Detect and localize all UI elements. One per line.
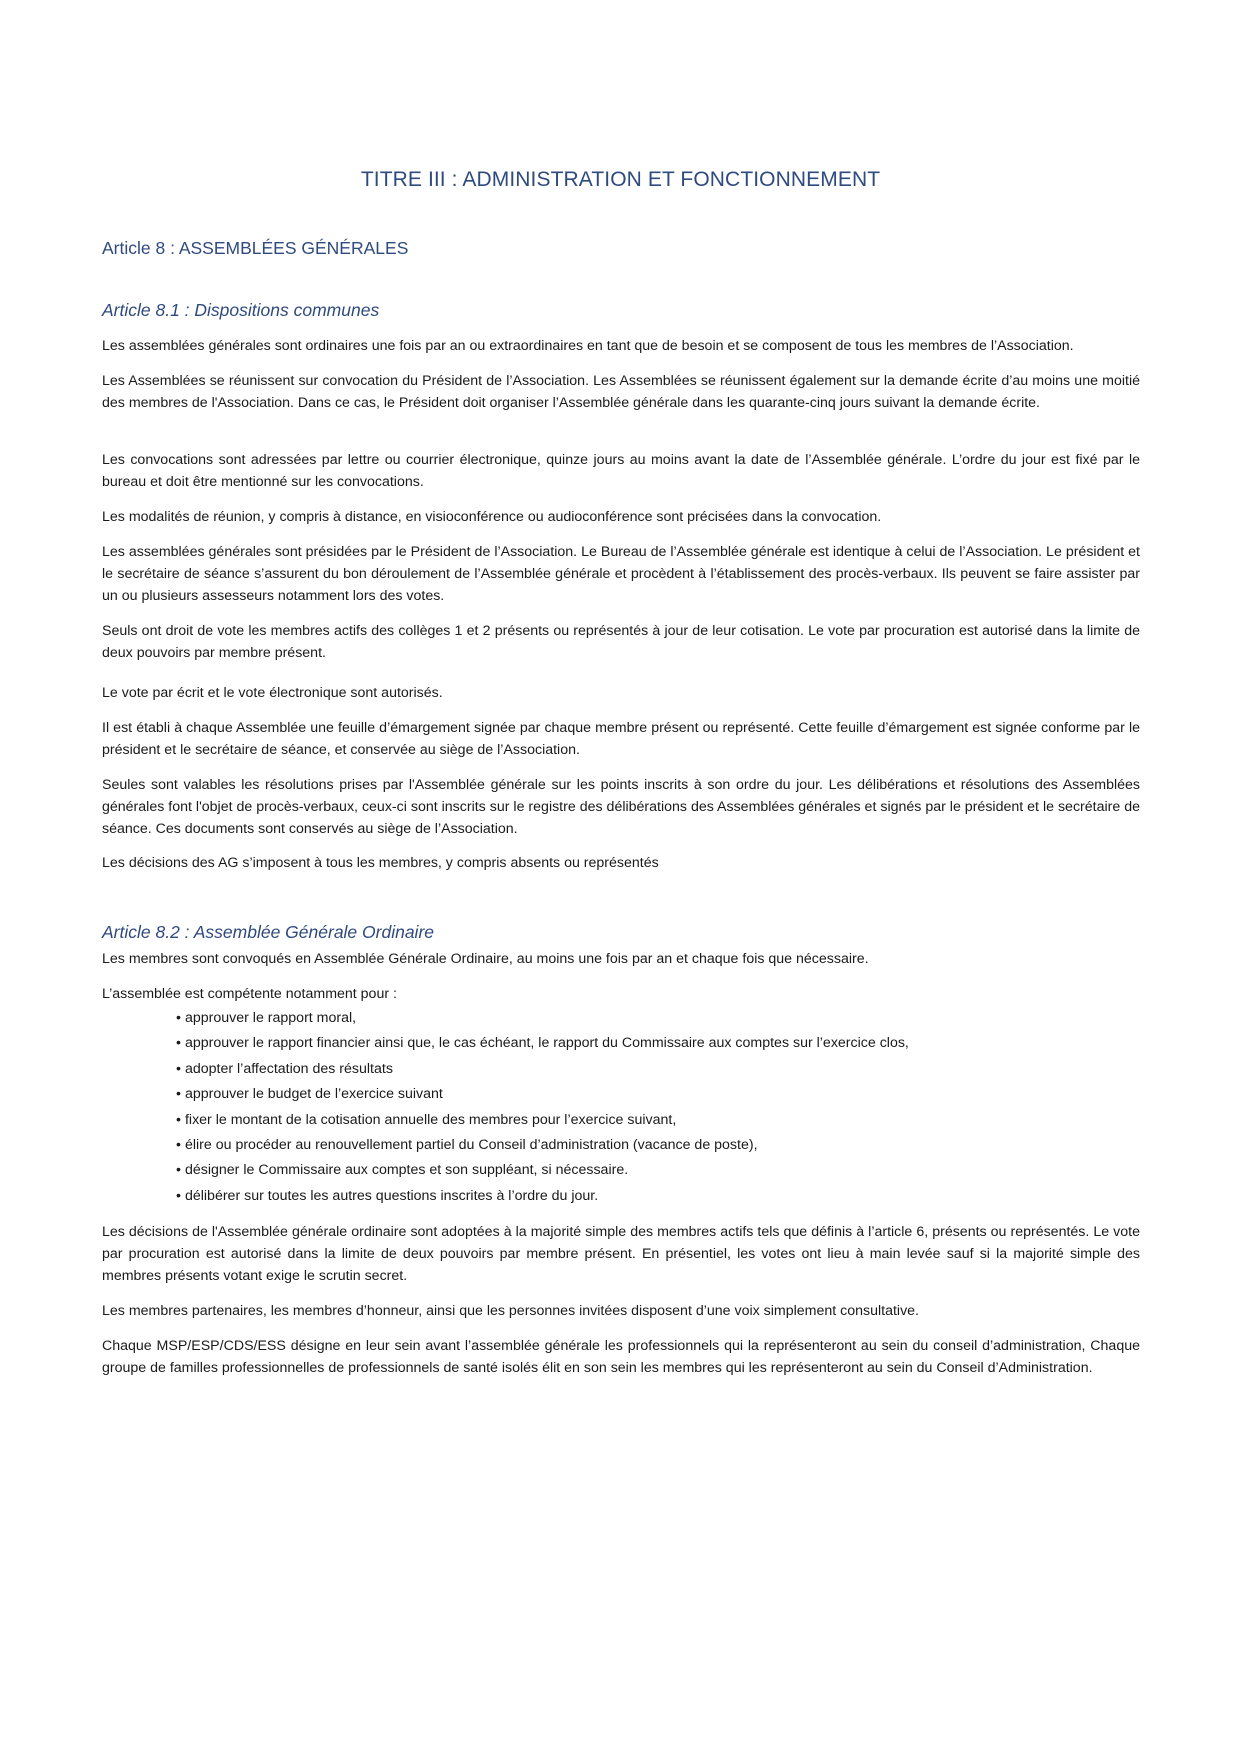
paragraph <box>102 370 1140 414</box>
paragraph <box>102 682 1140 704</box>
paragraph-text: Les décisions des AG s’imposent à tous les membres, y compris absents ou représentés <box>102 855 659 871</box>
paragraph-text: Les convocations sont adressées par lettre ou courrier électronique, quinze jours au moins avant la date de l’Assemblée générale. L’ordre du jour est fixé par le bureau et doit être mentionné sur les convocations. <box>102 452 1140 490</box>
paragraph <box>102 335 1140 357</box>
paragraph <box>102 449 1140 493</box>
paragraph-text: Les membres partenaires, les membres d’honneur, ainsi que les personnes invitées disposent d’une voix simplement consultative. <box>102 1303 919 1319</box>
article-8-heading: Article 8 : ASSEMBLÉES GÉNÉRALES <box>102 238 409 258</box>
paragraph-text: Seules sont valables les résolutions prises par l'Assemblée générale sur les points inscrits à son ordre du jour. Les délibérations et résolutions des Assemblées générales font l'objet de procès-verbaux, ceux-ci sont inscrits sur le registre des délibérations des Assemblées générales et signés par le président et le secrétaire de séance. Ces documents sont conservés au siège de l’Association. <box>102 777 1140 837</box>
paragraph <box>102 717 1140 761</box>
list-item: • approuver le rapport moral, <box>176 1006 1076 1031</box>
paragraph <box>102 852 1140 874</box>
paragraph-text: Les assemblées générales sont présidées par le Président de l’Association. Le Bureau de l’Assemblée générale est identique à celui de l’Association. Le président et le secrétaire de séance s’assurent du bon déroulement de l’Assemblée générale et procèdent à l’établissement des procès-verbaux. Ils peuvent se faire assister par un ou plusieurs assesseurs notamment lors des votes. <box>102 544 1140 604</box>
article-8-2-heading: Article 8.2 : Assemblée Générale Ordinaire <box>102 922 435 942</box>
paragraph-text: L’assemblée est compétente notamment pour : <box>102 986 397 1002</box>
page-title: TITRE III : ADMINISTRATION ET FONCTIONNEMENT <box>360 168 881 191</box>
paragraph <box>102 506 1140 528</box>
paragraph <box>102 983 1140 1005</box>
paragraph-text: Il est établi à chaque Assemblée une feuille d’émargement signée par chaque membre présent ou représenté. Cette feuille d’émargement est signée conforme par le président et le secrétaire de séance, et conservée au siège de l’Association. <box>102 720 1140 758</box>
list-item: • approuver le budget de l’exercice suivant <box>176 1082 1076 1107</box>
list-item: • fixer le montant de la cotisation annuelle des membres pour l’exercice suivant, <box>176 1108 1076 1133</box>
paragraph-text: Les Assemblées se réunissent sur convocation du Président de l’Association. Les Assemblées se réunissent également sur la demande écrite d’au moins une moitié des membres de l'Association. Dans ce cas, le Président doit organiser l’Assemblée générale dans les quarante-cinq jours suivant la demande écrite. <box>102 373 1140 411</box>
paragraph <box>102 948 1140 970</box>
paragraph-text: Les membres sont convoqués en Assemblée Générale Ordinaire, au moins une fois par an et chaque fois que nécessaire. <box>102 951 869 967</box>
paragraph-text: Les modalités de réunion, y compris à distance, en visioconférence ou audioconférence sont précisées dans la convocation. <box>102 509 882 525</box>
competence-list <box>176 1006 1076 1209</box>
article-8-1-heading: Article 8.1 : Dispositions communes <box>102 300 380 320</box>
paragraph-text: Seuls ont droit de vote les membres actifs des collèges 1 et 2 présents ou représentés à jour de leur cotisation. Le vote par procuration est autorisé dans la limite de deux pouvoirs par membre présent. <box>102 623 1140 661</box>
paragraph <box>102 1221 1140 1287</box>
paragraph-text: Les décisions de l'Assemblée générale ordinaire sont adoptées à la majorité simple des membres actifs tels que définis à l’article 6, présents ou représentés. Le vote par procuration est autorisé dans la limite de deux pouvoirs par membre présent. En présentiel, les votes ont lieu à main levée sauf si la majorité simple des membres présents votant exige le scrutin secret. <box>102 1224 1140 1284</box>
paragraph <box>102 620 1140 664</box>
paragraph-text: Le vote par écrit et le vote électronique sont autorisés. <box>102 685 443 701</box>
list-item: • approuver le rapport financier ainsi que, le cas échéant, le rapport du Commissaire aux comptes sur l’exercice clos, <box>176 1031 1076 1056</box>
paragraph-text: Les assemblées générales sont ordinaires une fois par an ou extraordinaires en tant que de besoin et se composent de tous les membres de l’Association. <box>102 338 1074 354</box>
list-item: • désigner le Commissaire aux comptes et son suppléant, si nécessaire. <box>176 1158 1076 1183</box>
paragraph <box>102 541 1140 607</box>
paragraph <box>102 1300 1140 1322</box>
list-item: • adopter l’affectation des résultats <box>176 1057 1076 1082</box>
paragraph-text: Chaque MSP/ESP/CDS/ESS désigne en leur sein avant l’assemblée générale les professionnels qui la représenteront au sein du conseil d’administration, Chaque groupe de familles professionnelles de professionnels de santé isolés élit en son sein les membres qui les représenteront au sein du Conseil d’Administration. <box>102 1338 1140 1376</box>
list-item: • délibérer sur toutes les autres questions inscrites à l’ordre du jour. <box>176 1184 1076 1209</box>
paragraph <box>102 774 1140 840</box>
list-item: • élire ou procéder au renouvellement partiel du Conseil d’administration (vacance de poste), <box>176 1133 1076 1158</box>
paragraph <box>102 1335 1140 1379</box>
